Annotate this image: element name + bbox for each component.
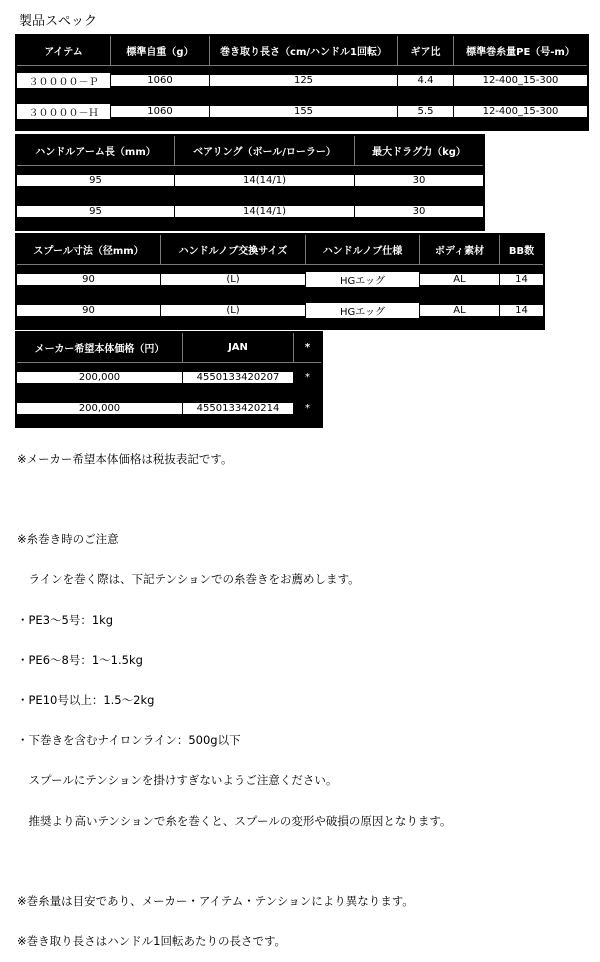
- table-row: [17, 66, 587, 97]
- cell-max-drag: 30: [355, 175, 483, 186]
- cell-knob-type: HGエッグ: [306, 303, 419, 318]
- header-bb-count: BB数: [500, 235, 543, 265]
- table-row: [17, 197, 483, 228]
- header-line-capacity: 標準巻糸量PE（号-m）: [454, 36, 587, 66]
- cell-bearing: 14(14/1): [175, 206, 354, 217]
- cell-weight: 1060: [111, 106, 209, 117]
- header-gear-ratio: ギア比: [398, 36, 454, 66]
- cell-price: 200,000: [17, 403, 182, 414]
- cell-body-material: AL: [420, 274, 499, 285]
- spec-table-price: [15, 331, 323, 428]
- cell-asterisk: *: [294, 372, 321, 383]
- table-row: [17, 394, 321, 425]
- page-title: 製品スペック: [19, 14, 98, 29]
- header-spool-size: スプール寸法（径mm）: [17, 235, 161, 265]
- cell-retrieve: 125: [210, 75, 397, 86]
- note-line: スプールにテンションを掛けすぎないようご注意ください。: [17, 773, 338, 788]
- note-line: ・PE6～8号：1～1.5kg: [17, 652, 143, 667]
- cell-spool-size: 90: [17, 274, 160, 285]
- header-handle-length: ハンドルアーム長（mm）: [17, 136, 175, 166]
- cell-gear-ratio: 4.4: [398, 75, 453, 86]
- cell-knob-size: (L): [161, 305, 305, 316]
- cell-body-material: AL: [420, 305, 499, 316]
- note-line: ※巻糸量は目安であり、メーカー・アイテム・テンションにより異なります。: [17, 894, 414, 909]
- cell-bb-count: 14: [500, 274, 543, 285]
- note-line: ・PE3～5号：1kg: [17, 612, 114, 627]
- table-row: [17, 363, 321, 394]
- spec-table-handle: [15, 134, 485, 231]
- cell-line-capacity: 12-400_15-300: [454, 75, 587, 86]
- cell-item: ３００００－Ｐ: [17, 73, 110, 88]
- note-line: ※メーカー希望本体価格は税抜表記です。: [17, 451, 233, 466]
- header-item: アイテム: [17, 36, 111, 66]
- header-asterisk: *: [294, 333, 321, 363]
- cell-gear-ratio: 5.5: [398, 106, 453, 117]
- header-knob-type: ハンドルノブ仕様: [306, 235, 420, 265]
- header-weight: 標準自重（g）: [111, 36, 210, 66]
- header-knob-size: ハンドルノブ交換サイズ: [161, 235, 306, 265]
- cell-item: ３００００－Ｈ: [17, 104, 110, 119]
- table-row: [17, 97, 587, 128]
- cell-retrieve: 155: [210, 106, 397, 117]
- table-row: [17, 166, 483, 197]
- cell-bb-count: 14: [500, 305, 543, 316]
- cell-knob-size: (L): [161, 274, 305, 285]
- cell-handle-length: 95: [17, 175, 174, 186]
- cell-price: 200,000: [17, 372, 182, 383]
- note-line: ※巻き取り長さはハンドル1回転あたりの長さです。: [17, 934, 287, 949]
- cell-handle-length: 95: [17, 206, 174, 217]
- table-row: [17, 265, 543, 296]
- table-row: [17, 296, 543, 327]
- spec-table-spool: [15, 233, 545, 330]
- header-body-material: ボディ素材: [420, 235, 500, 265]
- header-retrieve: 巻き取り長さ（cm/ハンドル1回転）: [210, 36, 398, 66]
- cell-spool-size: 90: [17, 305, 160, 316]
- cell-knob-type: HGエッグ: [306, 272, 419, 287]
- header-max-drag: 最大ドラグ力（kg）: [355, 136, 483, 166]
- note-line: 推奨より高いテンションで糸を巻くと、スプールの変形や破損の原因となります。: [17, 813, 452, 828]
- note-line: ラインを巻く際は、下記テンションでの糸巻きをお薦めします。: [17, 572, 360, 587]
- note-line: ・PE10号以上：1.5～2kg: [17, 693, 155, 708]
- cell-bearing: 14(14/1): [175, 175, 354, 186]
- header-bearing: ベアリング（ボール/ローラー）: [175, 136, 355, 166]
- header-price: メーカー希望本体価格（円）: [17, 333, 183, 363]
- note-line: ※糸巻き時のご注意: [17, 532, 119, 547]
- notes: [17, 426, 451, 962]
- cell-asterisk: *: [294, 403, 321, 414]
- note-line: ・下巻きを含むナイロンライン：500g以下: [17, 733, 241, 748]
- cell-max-drag: 30: [355, 206, 483, 217]
- cell-jan: 4550133420214: [183, 403, 293, 414]
- cell-jan: 4550133420207: [183, 372, 293, 383]
- cell-weight: 1060: [111, 75, 209, 86]
- note-line: [17, 493, 451, 506]
- note-line: [17, 855, 451, 868]
- header-jan: JAN: [183, 333, 294, 363]
- spec-table-main: [15, 34, 589, 131]
- cell-line-capacity: 12-400_15-300: [454, 106, 587, 117]
